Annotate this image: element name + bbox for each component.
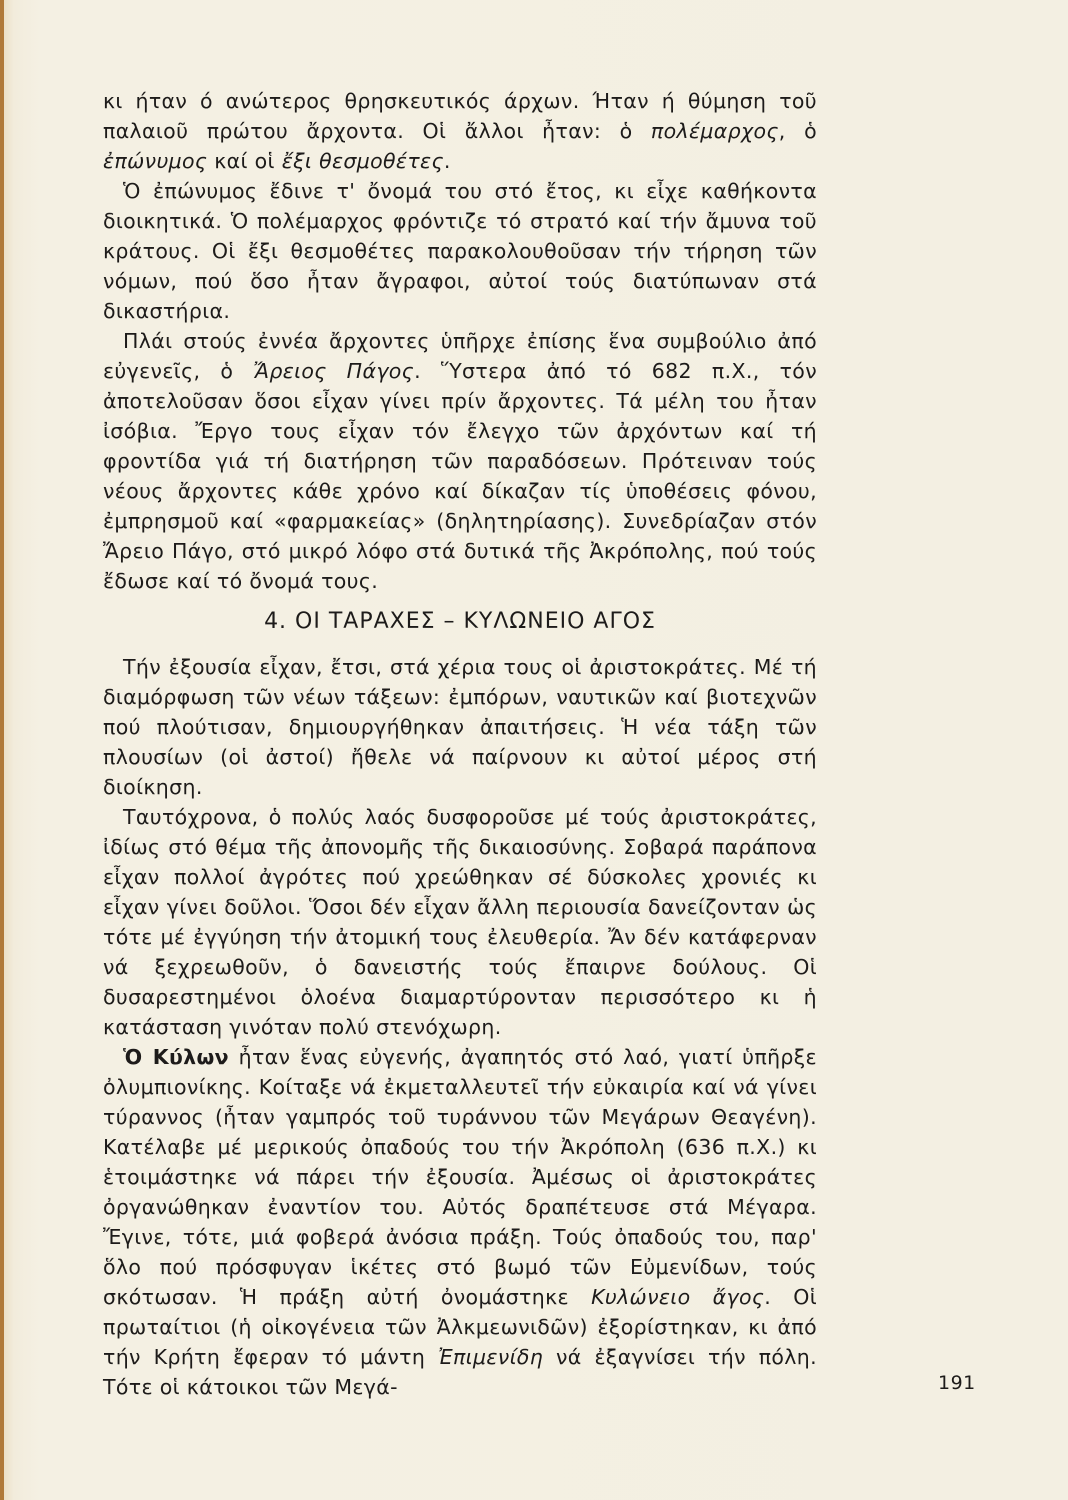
paragraph: κι ήταν ό ανώτερος θρησκευτικός άρχων. Ήταν ή θύμηση τοῦ παλαιοῦ πρώτου ἄρχοντα. Οἱ ἄλλοι ἦταν: ὁ πολέμαρχος, ὁ ἐπώνυμος καί οἱ ἔξι θεσμοθέτες. xyxy=(103,89,817,173)
italic-term: ἐπώνυμος xyxy=(103,149,208,173)
italic-term: ἔξι θεσμοθέτες xyxy=(281,149,444,173)
bold-name: Ὁ Κύλων xyxy=(123,1045,229,1069)
paragraph: Ὁ Κύλων ἦταν ἕνας εὐγενής, ἀγαπητός στό λαό, γιατί ὑπῆρξε ὀλυμπιονίκης. Κοίταξε νά ἐκμεταλλευτεῖ τήν εὐκαιρία καί νά γίνει τύραννος (ἦταν γαμπρός τοῦ τυράννου τῶν Μεγάρων Θεαγένη). Κατέλαβε μέ μερικούς ὀπαδούς του τήν Ἀκρόπολη (636 π.Χ.) κι ἑτοιμάστηκε νά πάρει τήν ἐξουσία. Ἀμέσως οἱ ἀριστοκράτες ὀργανώθηκαν ἐναντίον του. Αὐτός δραπέτευσε στά Μέγαρα. Ἔγινε, τότε, μιά φοβερά ἀνόσια πράξη. Τούς ὀπαδούς του, παρ' ὅλο πού πρόσφυγαν ἱκέτες στό βωμό τῶν Εὐμενίδων, τούς σκότωσαν. Ἡ πράξη αὐτή ὀνομάστηκε Κυλώνειο ἄγος. Οἱ πρωταίτιοι (ἡ οἰκογένεια τῶν Ἀλκμεωνιδῶν) ἐξορίστηκαν, κι ἀπό τήν Κρήτη ἔφεραν τό μάντη Ἐπιμενίδη νά ἐξαγνίσει τήν πόλη. Τότε οἱ κάτοικοι τῶν Μεγά- xyxy=(103,1045,818,1399)
section-heading: 4. ΟΙ ΤΑΡΑΧΕΣ – ΚΥΛΩΝΕΙΟ ΑΓΟΣ xyxy=(264,609,656,634)
paragraph: Τήν ἐξουσία εἶχαν, ἔτσι, στά χέρια τους οἱ ἀριστοκράτες. Μέ τή διαμόρφωση τῶν νέων τάξεων: ἐμπόρων, ναυτικῶν καί βιοτεχνῶν πού πλούτισαν, δημιουργήθηκαν ἀπαιτήσεις. Ἡ νέα τάξη τῶν πλουσίων (οἱ ἀστοί) ἤθελε νά παίρνουν κι αὐτοί μέρος στή διοίκηση. xyxy=(103,655,817,799)
paragraph: Πλάι στούς ἐννέα ἄρχοντες ὑπῆρχε ἐπίσης ἕνα συμβούλιο ἀπό εὐγενεῖς, ὁ Ἄρειος Πάγος. Ὕστερα ἀπό τό 682 π.Χ., τόν ἀποτελοῦσαν ὅσοι εἶχαν γίνει πρίν ἄρχοντες. Τά μέλη του ἦταν ἰσόβια. Ἔργο τους εἶχαν τόν ἔλεγχο τῶν ἀρχόντων καί τή φροντίδα γιά τή διατήρηση τῶν παραδόσεων. Πρότειναν τούς νέους ἄρχοντες κάθε χρόνο καί δίκαζαν τίς ὑποθέσεις φόνου, ἐμπρησμοῦ καί «φαρμακείας» (δηλητηρίασης). Συνεδρίαζαν στόν Ἄρειο Πάγο, στό μικρό λόφο στά δυτικά τῆς Ἀκρόπολης, πού τούς ἔδωσε καί τό ὄνομά τους. xyxy=(103,329,817,593)
paragraph: Ταυτόχρονα, ὁ πολύς λαός δυσφοροῦσε μέ τούς ἀριστοκράτες, ἰδίως στό θέμα τῆς ἀπονομῆς τῆς δικαιοσύνης. Σοβαρά παράπονα εἶχαν πολλοί ἀγρότες πού χρεώθηκαν σέ δύσκολες χρονιές κι εἶχαν γίνει δοῦλοι. Ὅσοι δέν εἶχαν ἄλλη περιουσία δανείζονταν ὡς τότε μέ ἐγγύηση τήν ἀτομική τους ἐλευθερία. Ἄν δέν κατάφερναν νά ξεχρεωθοῦν, ὁ δανειστής τούς ἔπαιρνε δούλους. Οἱ δυσαρεστημένοι ὁλοένα διαμαρτύρονταν περισσότερο κι ἡ κατάσταση γινόταν πολύ στενόχωρη. xyxy=(103,805,817,1039)
italic-term: Κυλώνειο ἄγος xyxy=(591,1285,765,1309)
text-block-upper xyxy=(103,86,817,596)
binding-edge xyxy=(0,0,4,1500)
italic-term: πολέμαρχος xyxy=(650,119,779,143)
text-block-lower xyxy=(103,652,817,1402)
italic-term: Ἄρειος Πάγος xyxy=(253,359,415,383)
page-number: 191 xyxy=(938,1372,976,1394)
italic-term: Ἐπιμενίδη xyxy=(438,1345,544,1369)
paragraph: Ὁ ἐπώνυμος ἔδινε τ' ὄνομά του στό ἔτος, κι εἶχε καθήκοντα διοικητικά. Ὁ πολέμαρχος φρόντιζε τό στρατό καί τήν ἄμυνα τοῦ κράτους. Οἱ ἔξι θεσμοθέτες παρακολουθοῦσαν τήν τήρηση τῶν νόμων, πού ὅσο ἦταν ἄγραφοι, αὐτοί τούς διατύπωναν στά δικαστήρια. xyxy=(103,179,817,323)
